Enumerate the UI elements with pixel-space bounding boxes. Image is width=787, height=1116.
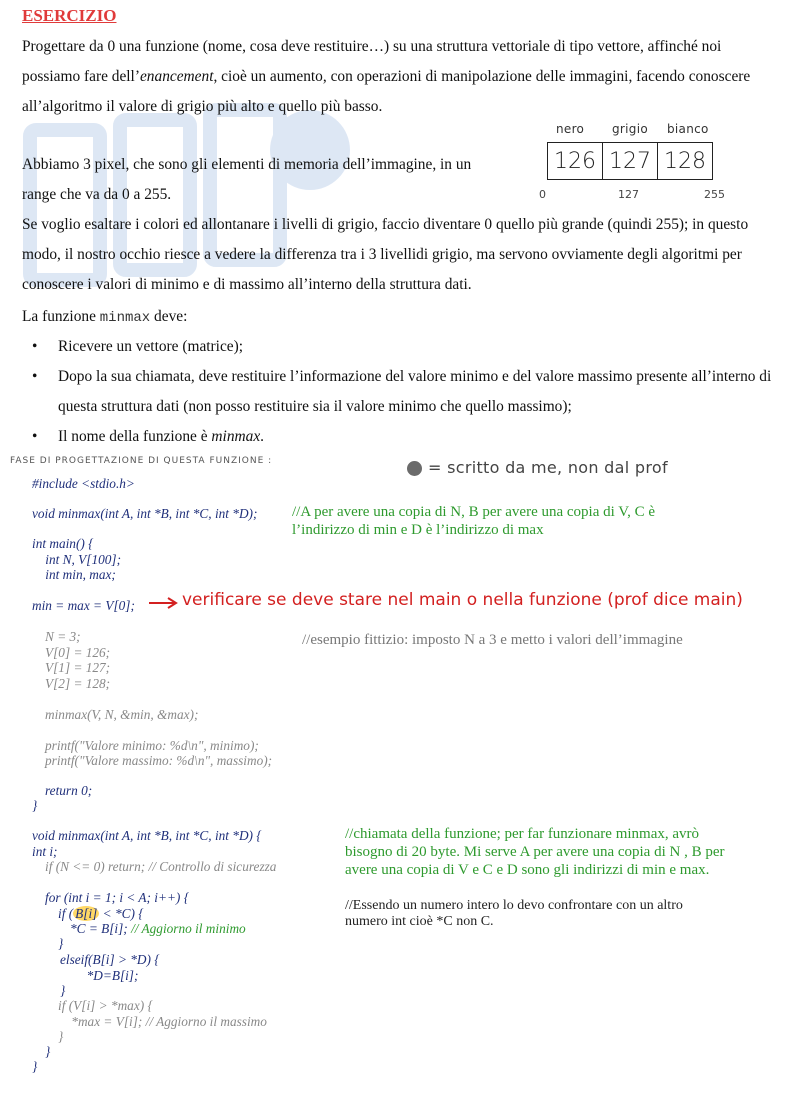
code-include: #include <stdio.h> bbox=[32, 476, 135, 491]
code-elseif-block: elseif(B[i] > *D) { *D=B[i]; } bbox=[60, 952, 160, 998]
pixel-value: 127 bbox=[603, 143, 658, 179]
pixel-values-box bbox=[547, 142, 713, 180]
list-item: • Ricevere un vettore (matrice); bbox=[32, 332, 772, 362]
phase-label: FASE DI PROGETTAZIONE DI QUESTA FUNZIONE : bbox=[10, 456, 273, 466]
code-example-block: N = 3; V[0] = 126; V[1] = 127; V[2] = 128; minmax(V, N, &min, &max); printf("Valore minimo: %d\n", minimo); printf("Valore massimo: %d\n", massimo); bbox=[45, 629, 273, 768]
legend-dot-icon bbox=[407, 461, 422, 476]
list-item: • Il nome della funzione è minmax. bbox=[32, 422, 772, 452]
code-if-line: if ( B[i] < *C) { bbox=[58, 906, 144, 921]
arrow-note: verificare se deve stare nel main o nella funzione (prof dice main) bbox=[182, 590, 743, 610]
pixels-paragraph: Abbiamo 3 pixel, che sono gli elementi di memoria dell’immagine, in un range che va da 0 a 255. bbox=[22, 156, 472, 203]
call-comment: //chiamata della funzione; per far funzionare minmax, avrò bisogno di 20 byte. Mi serve A per avere una copia di N , B per avere una copia di V e C e D sono gli indirizzi di min e max. bbox=[345, 826, 725, 878]
arrow-right-icon bbox=[148, 596, 180, 610]
code-assign-min: *C = B[i]; // Aggiorno il minimo bbox=[70, 921, 246, 936]
code-close-main: } bbox=[32, 798, 38, 813]
pixel-label-white: bianco bbox=[667, 122, 709, 136]
example-comment: //esempio fittizio: imposto N a 3 e metto i valori dell’immagine bbox=[302, 632, 683, 648]
code-close-func: } bbox=[32, 1059, 38, 1074]
pixel-label-gray: grigio bbox=[612, 122, 648, 136]
code-func-signature: void minmax(int A, int *B, int *C, int *D) { int i; bbox=[32, 828, 262, 859]
pixel-value: 128 bbox=[664, 148, 706, 174]
code-main-block: int main() { int N, V[100]; int min, max; bbox=[32, 536, 122, 582]
scale-min: 0 bbox=[539, 188, 546, 201]
code-minmax-init: min = max = V[0]; bbox=[32, 598, 135, 613]
scale-max: 255 bbox=[704, 188, 725, 201]
code-for-line: for (int i = 1; i < A; i++) { bbox=[45, 890, 190, 905]
highlight-mark: B[i] bbox=[75, 906, 98, 921]
intro-paragraph: Progettare da 0 una funzione (nome, cosa deve restituire…) su una struttura vettoriale di tipo vettore, affinché noi possiamo fare dell’enancement, cioè un aumento, con operazioni di manipolazione delle immagini, facendo conoscere all’algoritmo il valore di grigio più alto e quello più basso. bbox=[22, 38, 751, 115]
list-item: • Dopo la sua chiamata, deve restituire l’informazione del valore minimo e del valore massimo presente all’interno di questa struttura dati (non posso restituire sia il valore minimo che quello massimo); bbox=[32, 362, 772, 422]
function-intro: La funzione minmax deve: bbox=[22, 308, 188, 326]
requirements-list bbox=[32, 332, 772, 452]
legend-text: = scritto da me, non dal prof bbox=[428, 458, 668, 477]
scale-mid: 127 bbox=[618, 188, 639, 201]
code-close-if: } bbox=[58, 936, 64, 951]
code-max-block: if (V[i] > *max) { *max = V[i]; // Aggiorno il massimo } bbox=[58, 998, 267, 1044]
code-prototype: void minmax(int A, int *B, int *C, int *D); bbox=[32, 506, 258, 521]
code-close-for: } bbox=[45, 1044, 51, 1059]
prototype-comment: //A per avere una copia di N, B per avere una copia di V, C è l’indirizzo di min e D è l’indirizzo di max bbox=[292, 504, 656, 538]
code-safety-check: if (N <= 0) return; // Controllo di sicurezza bbox=[45, 859, 277, 874]
pixel-value: 126 bbox=[548, 143, 603, 179]
exalt-paragraph: Se voglio esaltare i colori ed allontanare i livelli di grigio, faccio diventare 0 quello più grande (quindi 255); in questo modo, il nostro occhio riesce a vedere la differenza tra i 3 livellidi grigio, ma servono ovviamente degli algoritmi per conoscere i valori di minimo e di massimo all’interno della struttura dati. bbox=[22, 216, 749, 293]
int-comment: //Essendo un numero intero lo devo confrontare con un altro numero int cioè *C non C. bbox=[345, 898, 683, 929]
page-title: ESERCIZIO bbox=[22, 6, 117, 25]
pixel-label-black: nero bbox=[556, 122, 585, 136]
code-return: return 0; bbox=[45, 783, 93, 798]
